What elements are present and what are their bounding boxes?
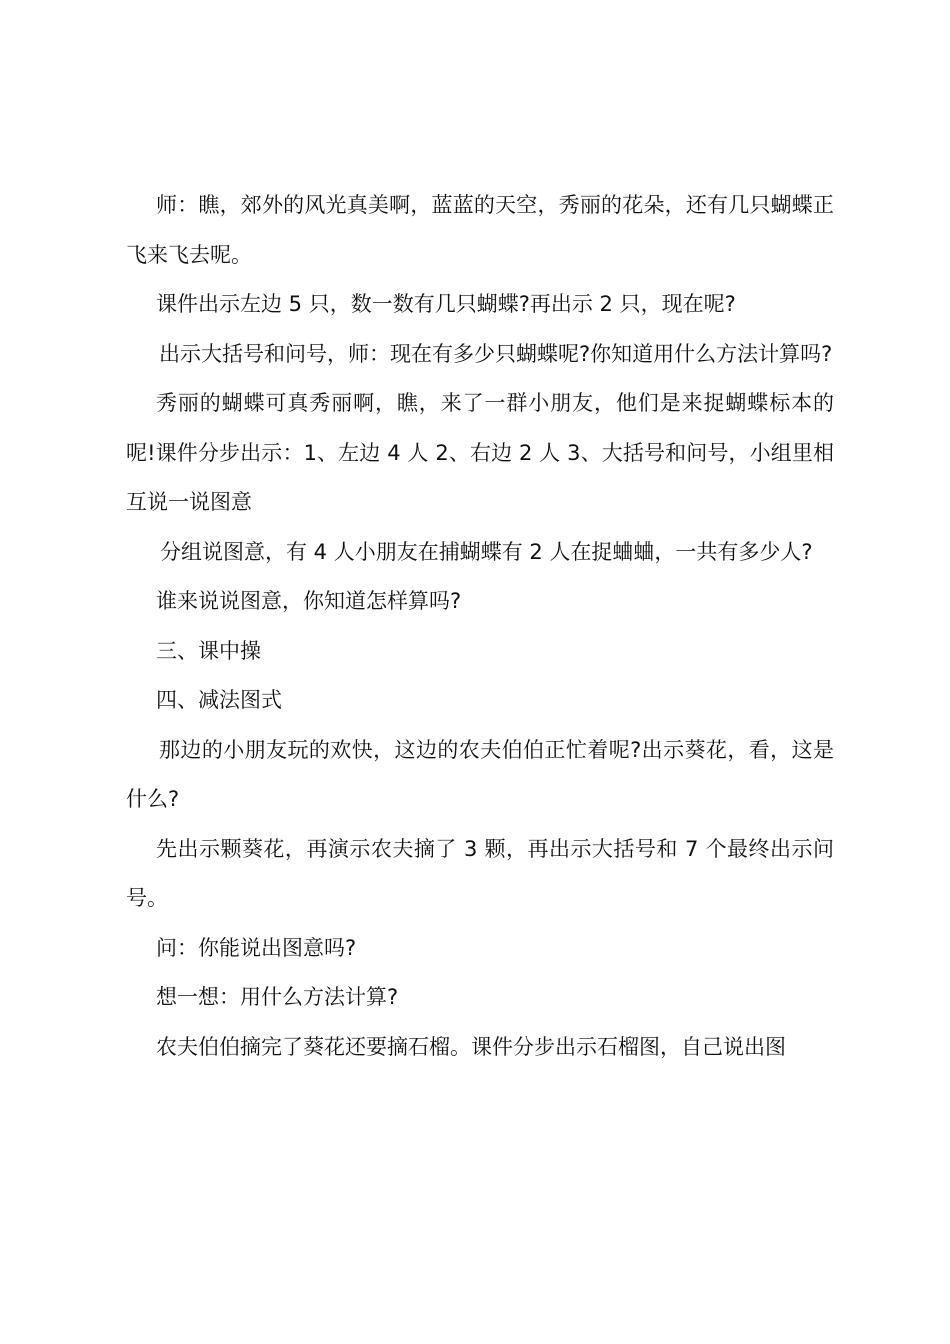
paragraph: 农夫伯伯摘完了葵花还要摘石榴。课件分步出示石榴图，自己说出图 bbox=[156, 1034, 786, 1059]
paragraph: 秀丽的蝴蝶可真秀丽啊，瞧，来了一群小朋友，他们是来捉蝴蝶标本的呢!课件分步出示：1、左边 4 人 2、右边 2 人 3、大括号和问号，小组里相互说一说图意 bbox=[126, 391, 834, 514]
document-body bbox=[126, 181, 834, 1072]
paragraph: 谁来说说图意，你知道怎样算吗? bbox=[156, 589, 462, 613]
paragraph: 问：你能说出图意吗? bbox=[156, 935, 357, 960]
paragraph: 那边的小朋友玩的欢快，这边的农夫伯伯正忙着呢?出示葵花，看，这是什么? bbox=[126, 737, 834, 811]
section-heading: 三、课中操 bbox=[156, 638, 261, 663]
paragraph: 先出示颗葵花，再演示农夫摘了 3 颗，再出示大括号和 7 个最终出示问号。 bbox=[126, 836, 834, 910]
section-heading: 四、减法图式 bbox=[156, 688, 282, 712]
paragraph: 想一想：用什么方法计算? bbox=[156, 985, 399, 1009]
paragraph: 出示大括号和问号，师：现在有多少只蝴蝶呢?你知道用什么方法计算吗? bbox=[159, 341, 833, 366]
paragraph: 师：瞧，郊外的风光真美啊，蓝蓝的天空，秀丽的花朵，还有几只蝴蝶正飞来飞去呢。 bbox=[126, 193, 834, 267]
paragraph: 分组说图意，有 4 人小朋友在捕蝴蝶有 2 人在捉蛐蛐，一共有多少人? bbox=[160, 539, 813, 564]
paragraph: 课件出示左边 5 只，数一数有几只蝴蝶?再出示 2 只，现在呢? bbox=[156, 292, 736, 316]
